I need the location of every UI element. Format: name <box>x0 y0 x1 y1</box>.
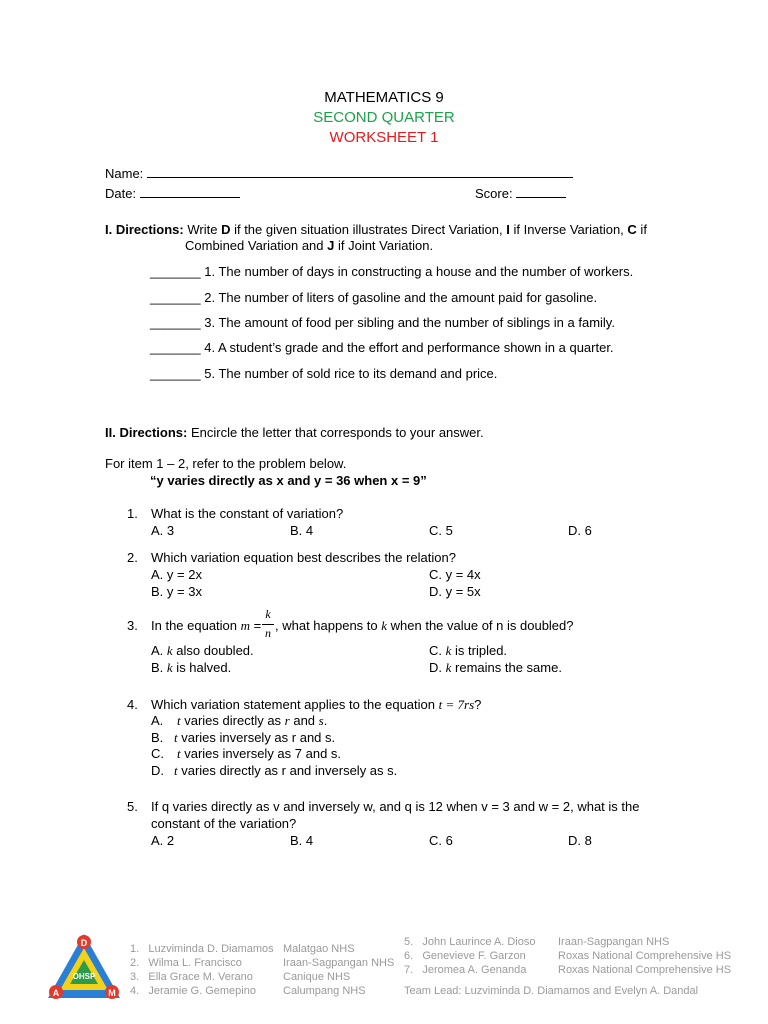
question-number: 3. <box>127 618 138 633</box>
question-lead: In the equation m = <box>151 618 262 633</box>
team-lead: Team Lead: Luzviminda D. Diamamos and Evelyn A. Dandal <box>404 985 699 997</box>
choice-c[interactable]: t varies inversely as 7 and s. <box>177 746 342 761</box>
answer-blank[interactable]: _______ <box>150 315 201 330</box>
part1-item: _______ 1. The number of days in constructing a house and the number of workers. <box>150 264 634 279</box>
date-field[interactable] <box>105 186 240 201</box>
choice-c-label: C. <box>151 746 164 761</box>
choice-d[interactable]: D. 6 <box>568 523 592 538</box>
part1-directions-line2: Combined Variation and J if Joint Variation. <box>185 238 434 253</box>
answer-blank[interactable]: _______ <box>150 290 201 305</box>
choice-a[interactable]: A. 3 <box>151 523 175 538</box>
choice-d[interactable]: t varies directly as r and inversely as s. <box>174 763 398 778</box>
logo-letter-right: M <box>108 988 116 998</box>
date-label: Date: <box>105 186 137 201</box>
question-number: 1. <box>127 506 138 521</box>
credit-school: Canique NHS <box>283 971 351 983</box>
question-text: What is the constant of variation? <box>151 506 344 521</box>
credit-item: 3. Ella Grace M. Verano <box>130 971 253 983</box>
choice-d[interactable]: D. 8 <box>568 833 592 848</box>
credit-item: 2. Wilma L. Francisco <box>130 957 242 969</box>
part2-directions: II. Directions: Encircle the letter that corresponds to your answer. <box>105 425 484 440</box>
credit-item: 1. Luzviminda D. Diamamos <box>130 943 274 955</box>
answer-blank[interactable]: _______ <box>150 366 201 381</box>
fraction-denominator: n <box>265 626 271 640</box>
subject-title: MATHEMATICS 9 <box>324 89 444 106</box>
part1-item: _______ 5. The number of sold rice to its demand and price. <box>150 366 498 381</box>
part1-item: _______ 3. The amount of food per sibling and the number of siblings in a family. <box>150 315 615 330</box>
choice-b-label: B. <box>151 730 164 745</box>
question-number: 2. <box>127 550 138 565</box>
choice-b[interactable]: B. 4 <box>290 523 314 538</box>
logo-letter-top: D <box>80 938 88 948</box>
part1-directions: I. Directions: Write D if the given situation illustrates Direct Variation, I if Inverse Variation, C if <box>105 222 647 237</box>
ohsp-logo <box>44 930 124 1004</box>
choice-b[interactable]: t varies inversely as r and s. <box>174 730 336 745</box>
question-text: Which variation equation best describes the relation? <box>151 550 456 565</box>
logo-letter-left: A <box>52 988 60 998</box>
question-text: If q varies directly as v and inversely w, and q is 12 when v = 3 and w = 2, what is the <box>151 799 640 814</box>
choice-a[interactable]: A. 2 <box>151 833 175 848</box>
credit-item: 6. Genevieve F. Garzon <box>404 950 526 962</box>
question-text: Which variation statement applies to the equation t = 7rs? <box>151 697 482 712</box>
part1-item: _______ 2. The number of liters of gasoline and the amount paid for gasoline. <box>150 290 598 305</box>
credit-school: Malatgao NHS <box>283 943 355 955</box>
credit-school: Calumpang NHS <box>283 985 366 997</box>
worksheet-title: WORKSHEET 1 <box>329 129 439 146</box>
quarter-title: SECOND QUARTER <box>313 109 455 126</box>
choice-b[interactable]: B. 4 <box>290 833 314 848</box>
name-label: Name: <box>105 166 144 181</box>
choice-c[interactable]: C. 6 <box>429 833 453 848</box>
credit-item: 7. Jeromea A. Genanda <box>404 964 527 976</box>
choice-d[interactable]: D. y = 5x <box>429 584 481 599</box>
credit-school: Iraan-Sagpangan NHS <box>558 936 670 948</box>
choice-d-label: D. <box>151 763 164 778</box>
score-blank[interactable] <box>516 196 566 198</box>
answer-blank[interactable]: _______ <box>150 264 201 279</box>
credit-school: Roxas National Comprehensive HS <box>558 950 732 962</box>
name-field[interactable] <box>105 166 573 181</box>
credit-item: 4. Jeramie G. Gemepino <box>130 985 256 997</box>
score-label: Score: <box>475 186 513 201</box>
date-blank[interactable] <box>140 196 240 198</box>
choice-a[interactable]: A. k also doubled. <box>151 643 254 658</box>
credit-item: 5. John Laurince A. Dioso <box>404 936 536 948</box>
choice-c[interactable]: C. 5 <box>429 523 453 538</box>
question-number: 4. <box>127 697 138 712</box>
credit-school: Iraan-Sagpangan NHS <box>283 957 395 969</box>
fraction-bar <box>262 624 274 625</box>
credit-school: Roxas National Comprehensive HS <box>558 964 732 976</box>
name-blank[interactable] <box>147 176 573 178</box>
question-rest: , what happens to k when the value of n is doubled? <box>275 618 574 633</box>
problem-statement: “y varies directly as x and y = 36 when x = 9” <box>150 473 427 488</box>
choice-c[interactable]: C. y = 4x <box>429 567 481 582</box>
refer-text: For item 1 – 2, refer to the problem below. <box>105 456 347 471</box>
fraction-numerator: k <box>265 607 271 621</box>
choice-b[interactable]: B. k is halved. <box>151 660 232 675</box>
choice-d[interactable]: D. k remains the same. <box>429 660 562 675</box>
choice-b[interactable]: B. y = 3x <box>151 584 202 599</box>
choice-a[interactable]: t varies directly as r and s. <box>177 713 328 728</box>
question-number: 5. <box>127 799 138 814</box>
question-text-line2: constant of the variation? <box>151 816 297 831</box>
choice-a-label: A. <box>151 713 164 728</box>
part1-item: _______ 4. A student’s grade and the effort and performance shown in a quarter. <box>150 340 614 355</box>
answer-blank[interactable]: _______ <box>150 340 201 355</box>
logo-wordmark: OHSP <box>72 972 96 981</box>
choice-c[interactable]: C. k is tripled. <box>429 643 508 658</box>
choice-a[interactable]: A. y = 2x <box>151 567 202 582</box>
score-field[interactable] <box>475 186 566 201</box>
